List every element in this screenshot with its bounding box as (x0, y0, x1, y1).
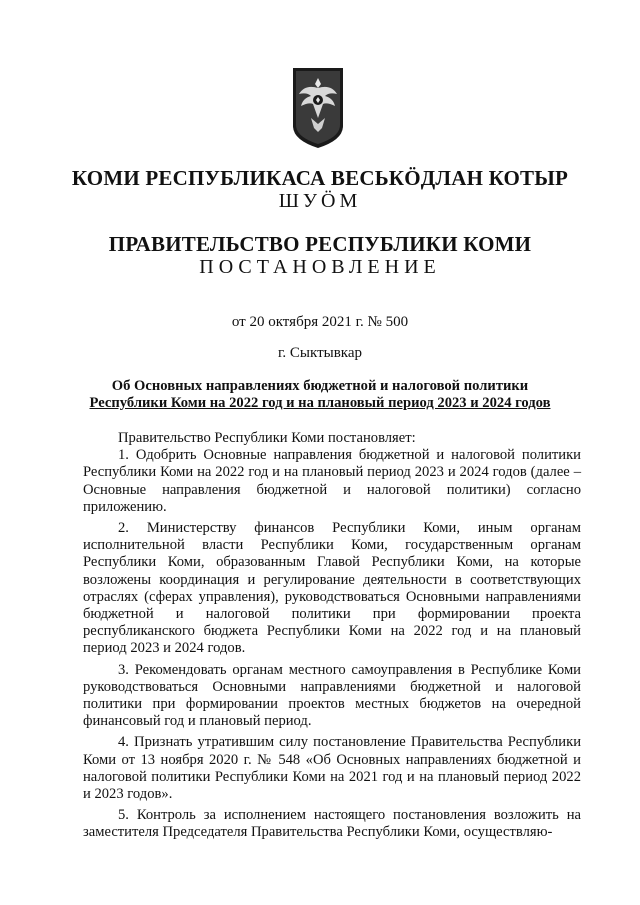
paragraph-2: 2. Министерству финансов Республики Коми, иным органам исполнительной власти Республики Коми, государственным органам Республики Коми, образованным Главой Республики Коми, на которые возложены координация и регулирование деятельности в соответствующих отраслях (сферах управления), руководствоваться Основными направлениями бюджетной и налоговой политики при формировании проекта республиканского бюджета Республики Коми на 2022 год и на плановый период 2023 и 2024 годов. (83, 520, 581, 657)
date-number: от 20 октября 2021 г. № 500 (231, 314, 409, 330)
body-intro: Правительство Республики Коми постановляет: (118, 430, 416, 446)
paragraph-1: 1. Одобрить Основные направления бюджетной и налоговой политики Республики Коми на 2022 год и на плановый период 2023 и 2024 годов (далее – Основные направления бюджетной и налоговой политики) согласно приложению. (83, 447, 581, 515)
komi-title-line2: ШУÖМ (278, 190, 362, 212)
ru-title-line2: ПОСТАНОВЛЕНИЕ (199, 256, 441, 278)
paragraph-3: 3. Рекомендовать органам местного самоуправления в Республике Коми руководствоваться Основными направлениями бюджетной и налоговой политики при формировании проектов местных бюджетов на очередной финансовый год и плановый период. (83, 661, 581, 730)
komi-title-line1: КОМИ РЕСПУБЛИКАСА ВЕСЬКÖДЛАН КОТЫР (71, 166, 569, 190)
paragraph-4: 4. Признать утратившим силу постановление Правительства Республики Коми от 13 ноября 2020 г. № 548 «Об Основных направлениях бюджетной и налоговой политики Республики Коми на 2021 год и на плановый период 2022 и 2023 годов». (83, 734, 581, 803)
ru-title-line1: ПРАВИТЕЛЬСТВО РЕСПУБЛИКИ КОМИ (108, 232, 532, 256)
city: г. Сыктывкар (277, 345, 363, 361)
paragraph-5: 5. Контроль за исполнением настоящего постановления возложить на заместителя Председателя Правительства Республики Коми, осуществляю- (83, 807, 581, 841)
title-line2: Республики Коми на 2022 год и на плановый период 2023 и 2024 годов (89, 395, 551, 411)
coat-of-arms-icon (291, 66, 345, 150)
title-line1: Об Основных направлениях бюджетной и налоговой политики (111, 378, 529, 394)
document-body (83, 430, 581, 846)
document-title (70, 378, 570, 412)
